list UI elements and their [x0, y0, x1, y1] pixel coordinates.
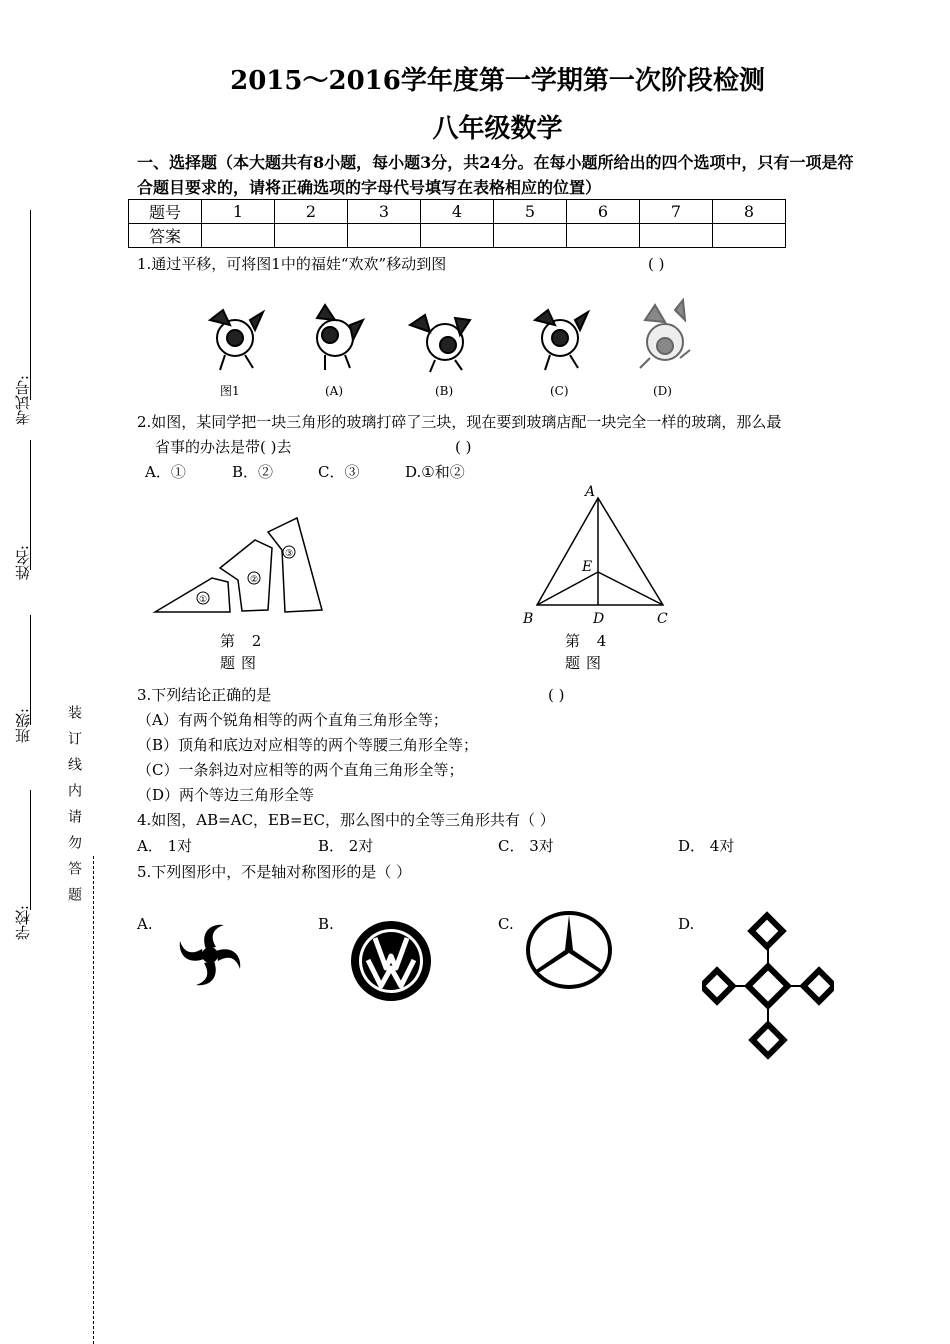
point-label-a: A: [585, 484, 596, 500]
fig-label: (A): [325, 384, 344, 398]
point-label-b: B: [523, 611, 534, 627]
question-number: 7: [640, 200, 713, 224]
q3-text: 3.下列结论正确的是: [137, 686, 272, 704]
q1-figure: [195, 290, 715, 405]
school-label: 学校:: [14, 905, 32, 941]
question-number: 2: [275, 200, 348, 224]
q5-option-c-label: C.: [498, 915, 514, 933]
margin-line-1: [30, 210, 31, 400]
answer-cell[interactable]: [640, 224, 713, 248]
q4-option: B． 2对: [318, 837, 374, 855]
question-number: 4: [421, 200, 494, 224]
q2-option: D.①和②: [405, 463, 465, 481]
answer-cell[interactable]: [275, 224, 348, 248]
answer-cell[interactable]: [348, 224, 421, 248]
q2-answer-paren: ( ): [455, 438, 472, 456]
q4-option: A． 1对: [137, 837, 193, 855]
q3-option: （D）两个等边三角形全等: [137, 786, 315, 804]
table-row-label: 题号: [129, 200, 202, 224]
question-number: 6: [567, 200, 640, 224]
binding-dashed-line: [93, 856, 94, 1344]
q3-answer-paren: ( ): [548, 686, 565, 704]
q3-option: （A）有两个锐角相等的两个直角三角形全等；: [137, 711, 448, 729]
q2-text-line2: 省事的办法是带( )去: [155, 438, 292, 456]
table-row-label: 答案: [129, 224, 202, 248]
piece-label: ①: [199, 595, 208, 605]
piece-label: ②: [250, 575, 259, 585]
question-number: 8: [713, 200, 786, 224]
q1-answer-paren: ( ): [648, 255, 665, 273]
q5-text: 5.下列图形中，不是轴对称图形的是（ ）: [137, 863, 412, 881]
mascot-figure-b: [410, 315, 470, 372]
fig4-caption: 第 4 题图: [565, 632, 613, 672]
mascot-figure-d: [640, 300, 690, 368]
q2-option: C．③: [318, 463, 360, 481]
answer-table: [128, 199, 786, 248]
q3-option: （C）一条斜边对应相等的两个直角三角形全等；: [137, 761, 464, 779]
vw-logo-figure: [348, 918, 434, 1004]
diamond-cross-figure: [702, 910, 834, 1060]
piece-label: ③: [285, 549, 294, 559]
q2-option: B．②: [232, 463, 274, 481]
q5-option-d-label: D.: [678, 915, 695, 933]
page-subtitle: 八年级数学: [432, 114, 563, 144]
q4-option: D． 4对: [678, 837, 735, 855]
answer-cell[interactable]: [421, 224, 494, 248]
q5-option-b-label: B.: [318, 915, 334, 933]
mascot-figure-a: [317, 305, 363, 370]
answer-cell[interactable]: [713, 224, 786, 248]
fig-label: (B): [435, 384, 454, 398]
exam-number-label: 考试号:: [14, 375, 32, 426]
fig2-caption: 第 2 题图: [220, 632, 268, 672]
answer-cell[interactable]: [494, 224, 567, 248]
fig-label: (C): [550, 384, 569, 398]
mascot-figure-1: [210, 310, 263, 370]
q1-text: 1.通过平移，可将图1中的福娃“欢欢”移动到图: [137, 255, 447, 273]
class-label: 班级:: [14, 708, 32, 744]
binding-warning: 装订线内请勿答题: [66, 705, 82, 913]
fig-label: (D): [653, 384, 672, 398]
question-number: 1: [202, 200, 275, 224]
question-number: 5: [494, 200, 567, 224]
q2-text-line1: 2.如图，某同学把一块三角形的玻璃打碎了三块，现在要到玻璃店配一块完全一样的玻璃，那么最: [137, 413, 782, 431]
margin-line-4: [30, 790, 31, 910]
section-heading: 一、选择题（本大题共有8小题，每小题3分，共24分。在每小题所给出的四个选项中，只有一项是符合题目要求的，请将正确选项的字母代号填写在表格相应的位置）: [137, 153, 854, 197]
triangle-figure: [515, 480, 675, 630]
mascot-figure-c: [535, 310, 588, 370]
q3-option: （B）顶角和底边对应相等的两个等腰三角形全等；: [137, 736, 479, 754]
q2-option: A．①: [145, 463, 186, 481]
point-label-d: D: [593, 611, 605, 627]
name-label: 姓名:: [14, 545, 32, 581]
q5-option-a-label: A.: [137, 915, 153, 933]
q4-text: 4.如图，AB=AC，EB=EC，那么图中的全等三角形共有（ ）: [137, 811, 555, 829]
answer-cell[interactable]: [202, 224, 275, 248]
answer-cell[interactable]: [567, 224, 640, 248]
question-number: 3: [348, 200, 421, 224]
page-title: 2015～2016学年度第一学期第一次阶段检测: [230, 66, 765, 96]
swirl-symbol-figure: [165, 915, 255, 995]
q4-option: C． 3对: [498, 837, 554, 855]
three-point-star-figure: [524, 910, 614, 990]
point-label-c: C: [657, 611, 668, 627]
broken-glass-figure: [150, 510, 330, 620]
point-label-e: E: [582, 559, 593, 575]
fig-label: 图1: [220, 384, 240, 398]
